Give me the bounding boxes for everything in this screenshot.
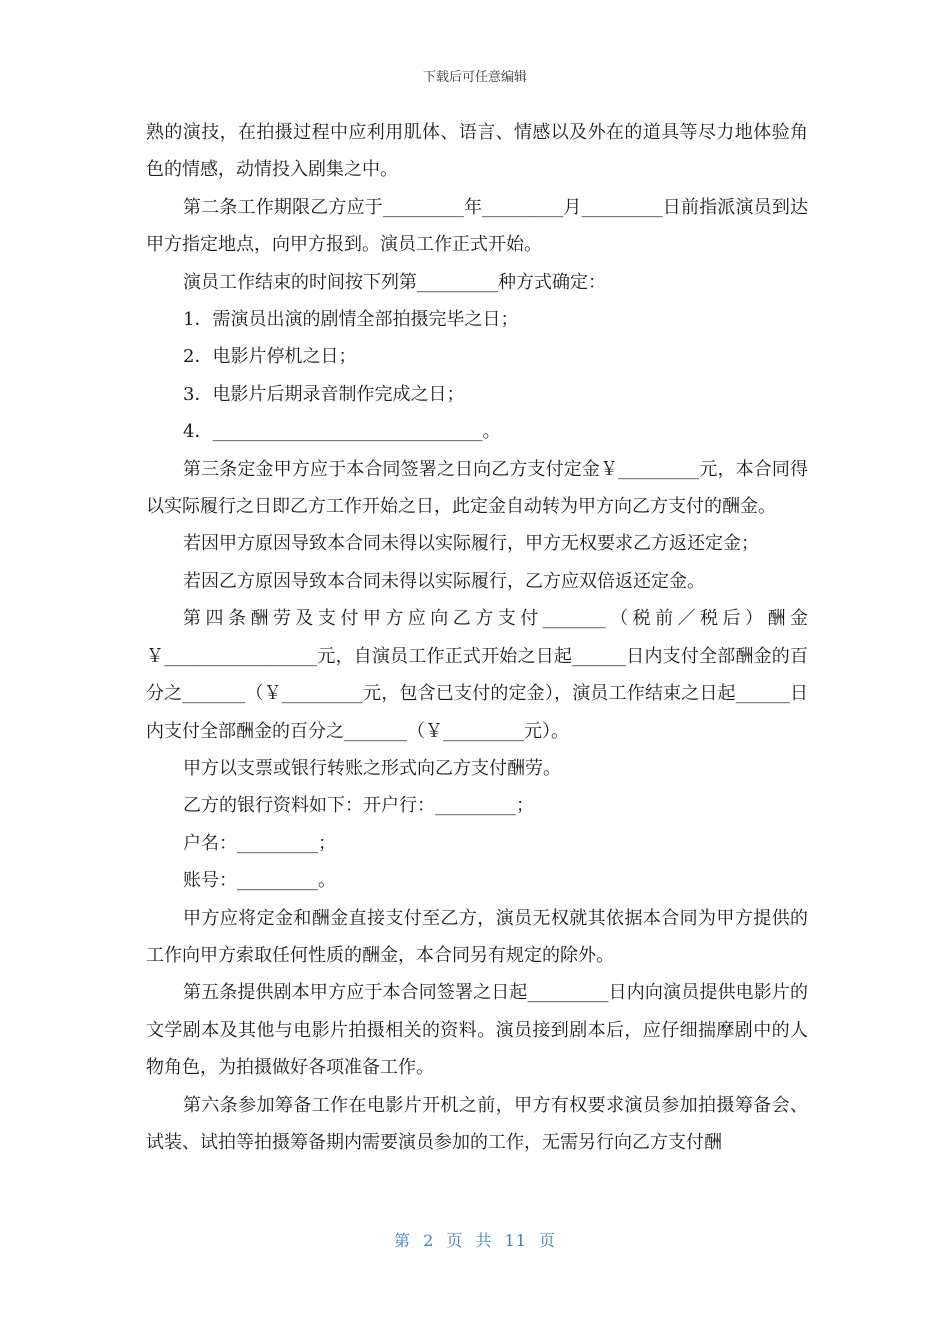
paragraph: 第五条提供剧本甲方应于本合同签署之日起_________日内向演员提供电影片的文学剧本及其他与电影片拍摄相关的资料。演员接到剧本后，应仔细揣摩剧中的人物角色，为拍摄做好各项准备工作。 (146, 982, 808, 1079)
paragraph: 若因甲方原因导致本合同未得以实际履行，甲方无权要求乙方返还定金； (183, 533, 759, 555)
list-item: 4．______________________________。 (183, 421, 501, 443)
page-header: 下载后可任意编辑 (422, 70, 527, 85)
paragraph: 熟的演技，在拍摄过程中应利用肌体、语言、情感以及外在的道具等尽力地体验角色的情感，动情投入剧集之中。 (146, 122, 808, 181)
paragraph: 甲方以支票或银行转账之形式向乙方支付酬劳。 (183, 757, 561, 779)
paragraph: 账号：_________。 (183, 870, 336, 892)
paragraph: 第三条定金甲方应于本合同签署之日向乙方支付定金￥_________元，本合同得以实际履行之日即乙方工作开始之日，此定金自动转为甲方向乙方支付的酬金。 (146, 458, 808, 518)
list-item: 2．电影片停机之日； (183, 346, 357, 368)
paragraph: 第四条酬劳及支付甲方应向乙方支付_______（税前／税后）酬金￥_________________元，自演员工作正式开始之日起______日内支付全部酬金的百分之_______（￥_________元，包含已支付的定金），演员工作结束之日起______日内支付全部酬金的百分之_______（￥_________元）。 (146, 608, 808, 742)
paragraph: 第六条参加筹备工作在电影片开机之前，甲方有权要求演员参加拍摄筹备会、试装、试拍等拍摄筹备期内需要演员参加的工作，无需另行向乙方支付酬 (146, 1094, 808, 1153)
paragraph: 演员工作结束的时间按下列第_________种方式确定： (183, 271, 606, 293)
paragraph: 第二条工作期限乙方应于_________年_________月_________日前指派演员到达甲方指定地点，向甲方报到。演员工作正式开始。 (146, 196, 808, 256)
list-item: 3．电影片后期录音制作完成之日； (183, 383, 465, 405)
paragraph: 户名：_________； (183, 832, 336, 854)
page-number: 第 2 页 共 11 页 (394, 1231, 556, 1250)
paragraph: 乙方的银行资料如下：开户行：_________； (183, 795, 534, 817)
document-body (146, 114, 808, 1161)
paragraph: 甲方应将定金和酬金直接支付至乙方，演员无权就其依据本合同为甲方提供的工作向甲方索取任何性质的酬金，本合同另有规定的除外。 (146, 907, 808, 966)
list-item: 1．需演员出演的剧情全部拍摄完毕之日； (183, 309, 519, 331)
paragraph: 若因乙方原因导致本合同未得以实际履行，乙方应双倍返还定金。 (183, 570, 705, 592)
